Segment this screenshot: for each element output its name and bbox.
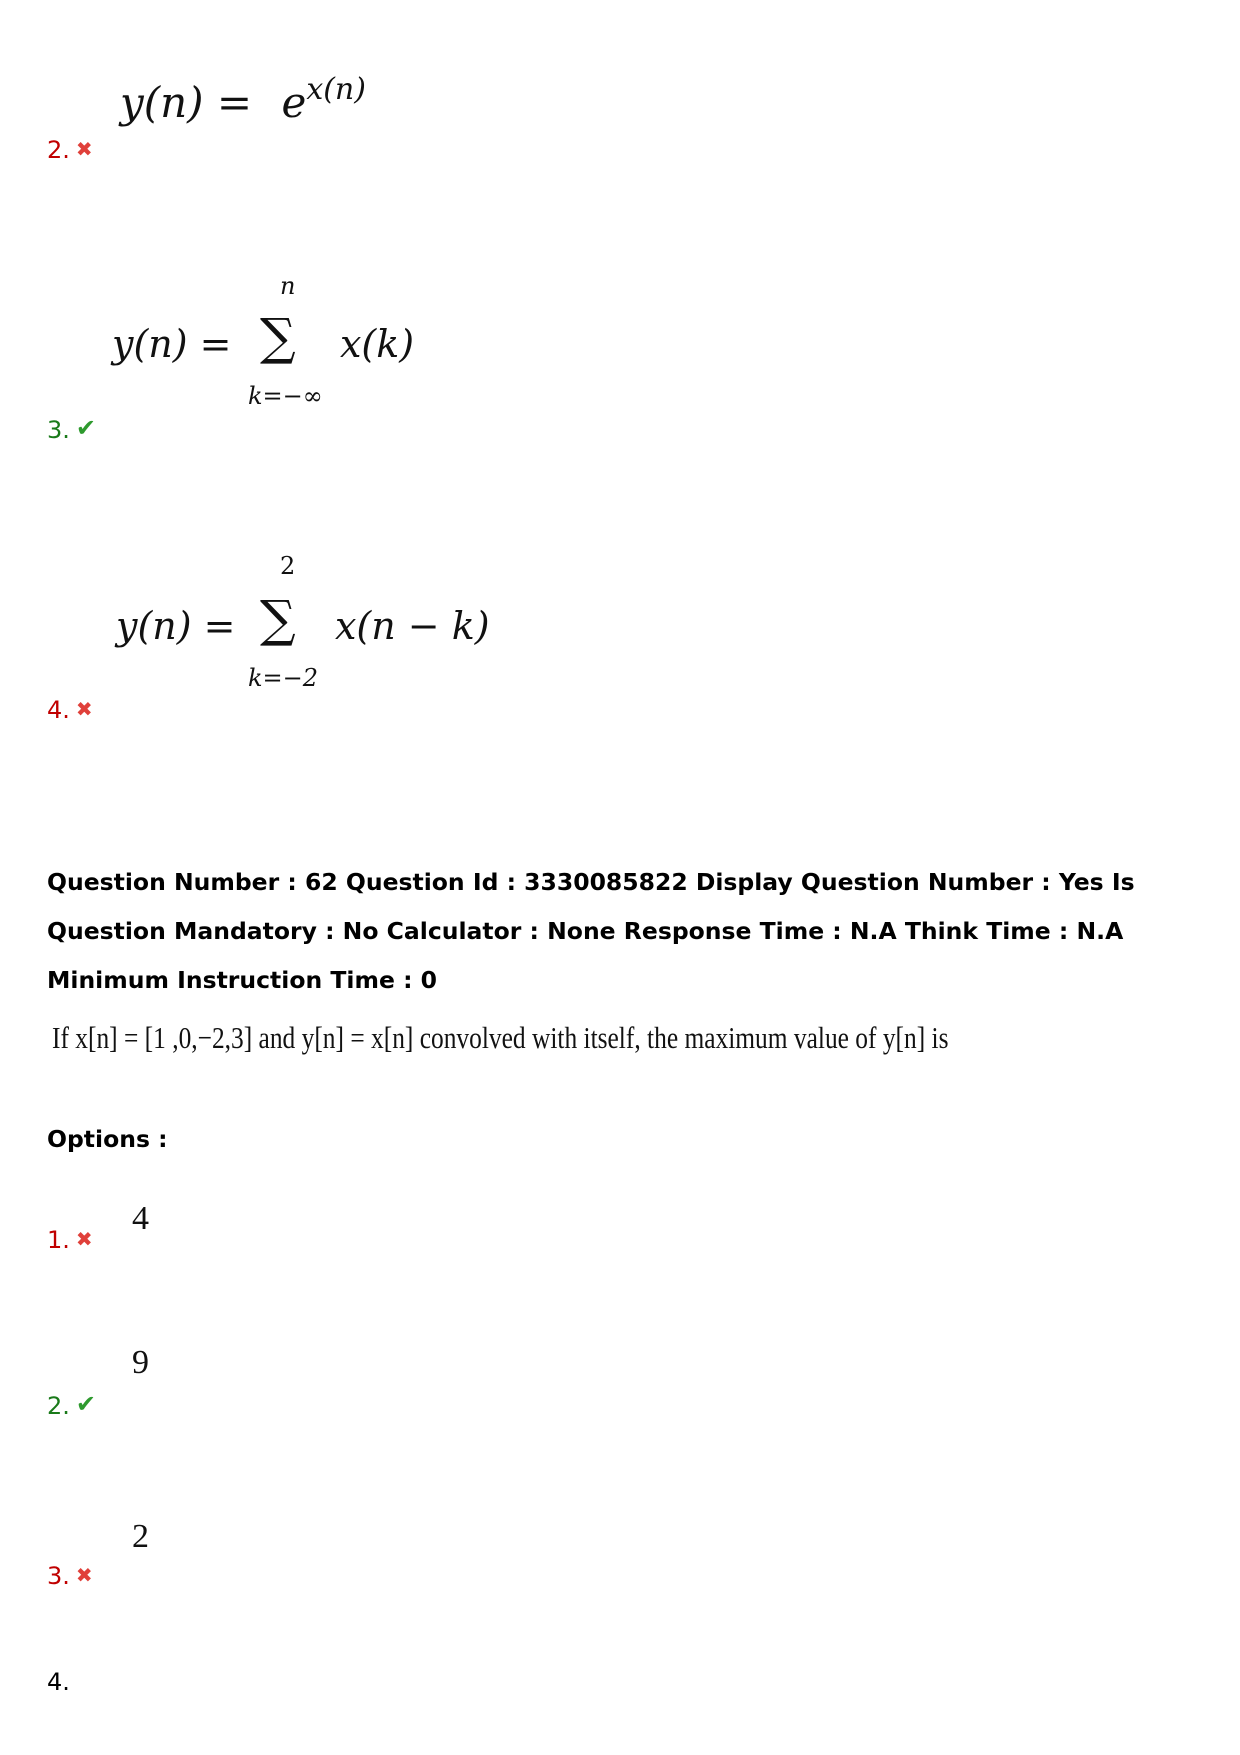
prev-option-2-formula bbox=[120, 72, 366, 127]
options-label: Options : bbox=[47, 1125, 168, 1153]
prev-option-4-formula bbox=[110, 550, 510, 695]
option-1-value: 4 bbox=[132, 1200, 149, 1237]
question-meta: Question Number : 62 Question Id : 3330085822 Display Question Number : Yes Is Question Mandatory : No Calculator : None Response Time : N.A Think Time : N.A Minimum Instruction Time : 0 bbox=[47, 868, 1135, 994]
prev-option-3-number bbox=[47, 414, 96, 444]
option-number: 3. bbox=[47, 416, 70, 444]
formula-upper-limit: 2 bbox=[280, 552, 296, 580]
cross-icon: ✖ bbox=[75, 1563, 93, 1587]
prev-option-4-number bbox=[47, 696, 93, 724]
option-4-number bbox=[47, 1668, 70, 1696]
formula-upper-limit: n bbox=[280, 272, 296, 300]
formula-term: x(k) bbox=[340, 322, 415, 366]
prev-option-2-number bbox=[47, 136, 93, 164]
formula-base: e bbox=[281, 78, 307, 127]
cross-icon: ✖ bbox=[75, 1227, 93, 1251]
check-icon: ✔ bbox=[75, 1390, 97, 1418]
option-number: 4. bbox=[47, 1668, 70, 1696]
option-2-number bbox=[47, 1390, 96, 1420]
option-number: 4. bbox=[47, 696, 70, 724]
sigma-symbol: ∑ bbox=[260, 590, 296, 648]
option-1-number bbox=[47, 1226, 93, 1254]
option-number: 2. bbox=[47, 1392, 70, 1420]
option-3-value: 2 bbox=[132, 1518, 149, 1555]
formula-lower-limit: k=−∞ bbox=[248, 382, 323, 410]
option-2-value: 9 bbox=[132, 1344, 149, 1381]
check-icon: ✔ bbox=[75, 414, 97, 442]
formula-lhs: y(n) = bbox=[112, 322, 232, 366]
question-text: If x[n] = [1 ,0,−2,3] and y[n] = x[n] convolved with itself, the maximum value of y[n] is bbox=[52, 1020, 949, 1055]
prev-option-3-formula bbox=[110, 270, 450, 415]
option-number: 3. bbox=[47, 1562, 70, 1590]
formula-lhs: y(n) = bbox=[120, 78, 253, 127]
cross-icon: ✖ bbox=[75, 137, 93, 161]
formula-lhs: y(n) = bbox=[116, 604, 236, 648]
option-3-number bbox=[47, 1562, 93, 1590]
sigma-symbol: ∑ bbox=[260, 308, 296, 366]
formula-sup: x(n) bbox=[306, 72, 366, 107]
formula-term: x(n − k) bbox=[335, 604, 490, 648]
cross-icon: ✖ bbox=[75, 697, 93, 721]
option-number: 2. bbox=[47, 136, 70, 164]
option-number: 1. bbox=[47, 1226, 70, 1254]
formula-lower-limit: k=−2 bbox=[248, 664, 319, 692]
